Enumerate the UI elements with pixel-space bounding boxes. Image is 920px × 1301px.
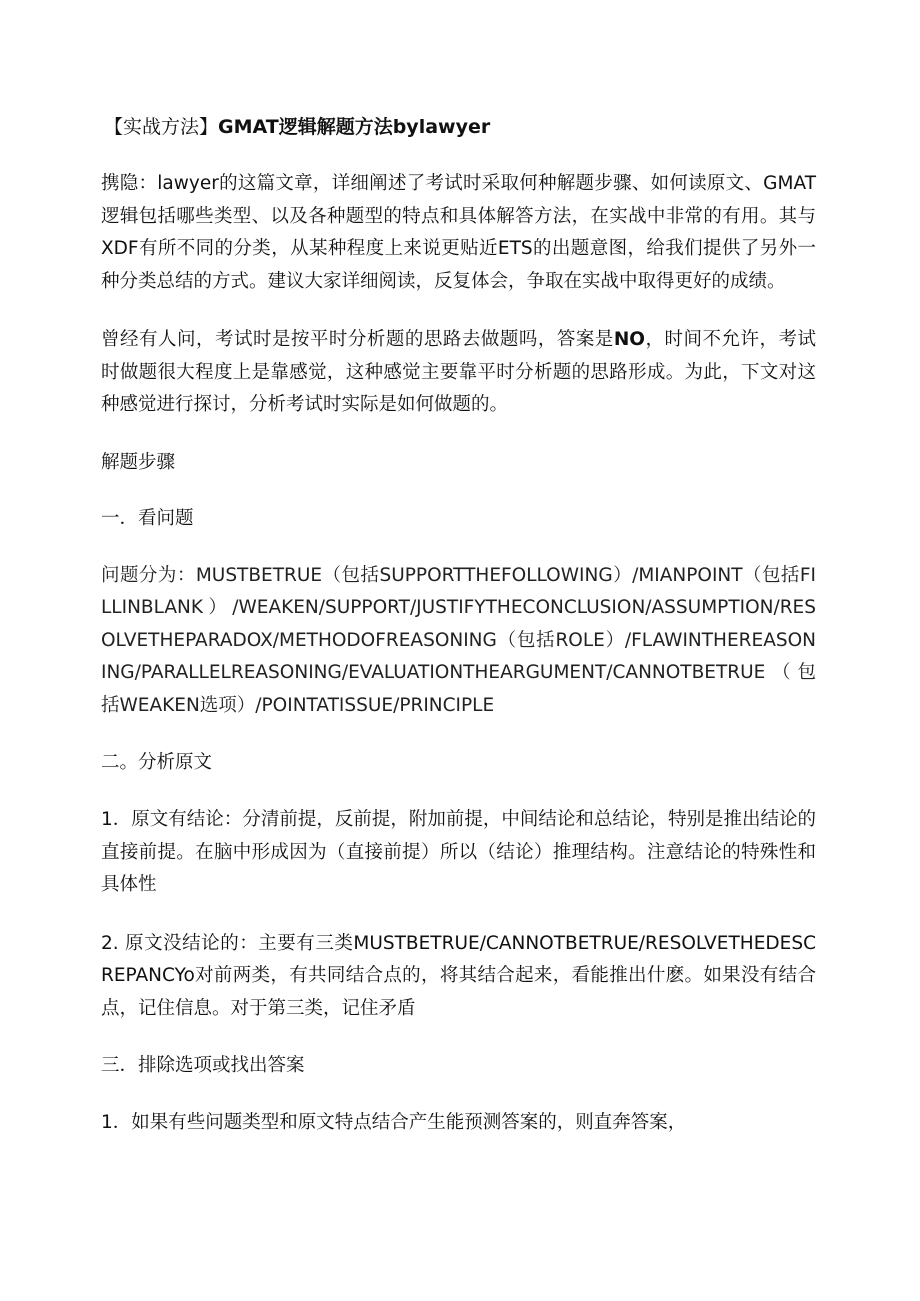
exam-approach-paragraph [101, 324, 816, 422]
exam-approach-text-before: 曾经有人问，考试时是按平时分析题的思路去做题吗，答案是 [101, 329, 614, 350]
document-page [101, 112, 816, 1166]
intro-paragraph: 携隐：lawyer的这篇文章，详细阐述了考试时采取何种解题步骤、如何读原文、GMAT逻辑包括哪些类型、以及各种题型的特点和具体解答方法，在实战中非常的有用。其与XDF有所不同的分类，从某种程度上来说更贴近ETS的出题意图，给我们提供了另外一种分类总结的方式。建议大家详细阅读，反复体会，争取在实战中取得更好的成绩。 [101, 173, 816, 292]
section2-item2: 2. 原文没结论的：主要有三类MUSTBETRUE/CANNOTBETRUE/RESOLVETHEDESCREPANCYo对前两类，有共同结合点的，将其结合起来，看能推出什麽。如果没有结合点，记住信息。对于第三类，记住矛盾 [101, 932, 816, 1019]
document-title [101, 112, 816, 142]
section1-heading: 一．看问题 [101, 507, 194, 529]
title-prefix: 【实战方法】 [104, 116, 219, 138]
exam-approach-text-after: ，时间不允许，考试时做题很大程度上是靠感觉，这种感觉主要靠平时分析题的思路形成。为此，下文对这种感觉进行探讨，分析考试时实际是如何做题的。 [101, 329, 816, 415]
section3-heading: 三．排除选项或找出答案 [101, 1055, 305, 1076]
question-types-paragraph: 问题分为：MUSTBETRUE（包括SUPPORTTHEFOLLOWING）/MIANPOINT（包括FILLINBLANK）/WEAKEN/SUPPORT/JUSTIFYTHECONCLUSION/ASSUMPTION/RESOLVETHEPARADOX/METHODOFREASONING（包括ROLE）/FLAWINTHEREASONING/PARALLELREASONING/EVALUATIONTHEARGUMENT/CANNOTBETRUE（包括WEAKEN选项）/POINTATISSUE/PRINCIPLE [101, 564, 816, 716]
section2-item1: 1．原文有结论：分清前提，反前提，附加前提，中间结论和总结论，特别是推出结论的直接前提。在脑中形成因为（直接前提）所以（结论）推理结构。注意结论的特殊性和具体性 [101, 809, 816, 895]
steps-heading: 解题步骤 [101, 451, 176, 473]
section2-heading: 二。分析原文 [101, 752, 213, 773]
exam-approach-answer: NO [613, 329, 646, 350]
section3-item1: 1．如果有些问题类型和原文特点结合产生能预测答案的，则直奔答案， [101, 1112, 687, 1133]
title-main: GMAT逻辑解题方法bylawyer [218, 116, 491, 138]
